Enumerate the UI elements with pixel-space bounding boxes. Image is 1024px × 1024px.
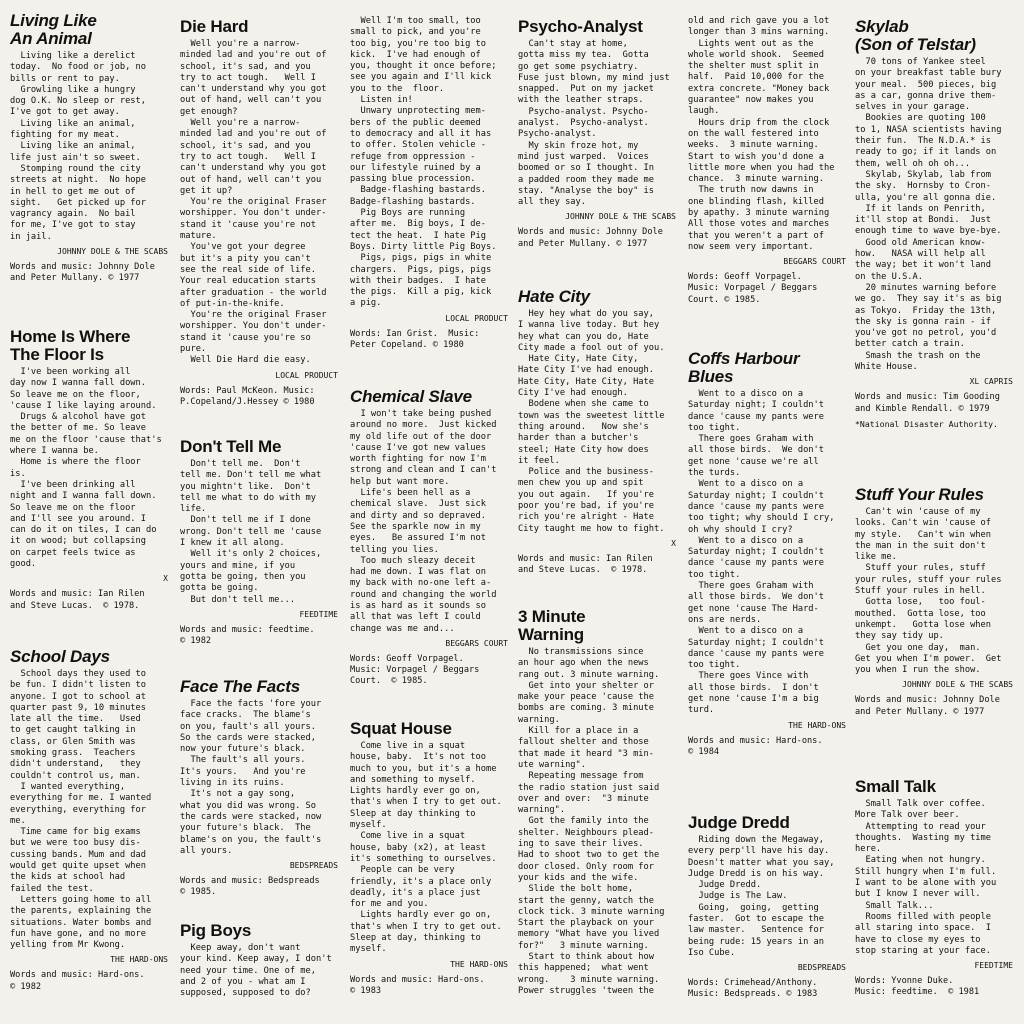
song-title: Living Like An Animal [10, 11, 97, 48]
song-title: Skylab (Son of Telstar) [855, 17, 976, 54]
song-lyrics: School days they used to be fun. I didn't listen to anyone. I got to school at quarter past 9, 10 minutes late all the time. Used to get caught talking in class, or Glen Smith was smoking grass. Teachers didn't understand, they couldn't control us, man. I wanted everything, everything for me. I wanted everything, everything for me. Time came for big exams but we were too busy dis- cussing bands. Mum and dad would get quite upset when the kids at school had failed the test. Letters going home to all the parents, explaining the situations. Water bombs and fun have gone, and no more yelling from Mr Kwong. [10, 669, 152, 951]
song-title: Coffs Harbour Blues [688, 349, 800, 386]
song-home-is-where-the-floor-is [10, 328, 168, 612]
band-name: JOHNNY DOLE & THE SCABS [902, 680, 1013, 690]
song-lyrics: No transmissions since an hour ago when the news rang out. 3 minute warning. Get into your shelter or make your peace 'cause the bombs are coming. 3 minute warning. Kill for a place in a fallout shelter and those that made it heard "3 min- ute warning". Repeating message from the radio station just said over and over: "3 minute warning". Got the family into the shelter. Neighbours plead- ing to save their lives. Had to shoot two to get the door closed. Only room for your kids and the wife. Slide the bolt home, start the genny, watch the clock tick. 3 minute warning Start the playback on your memory "What have you lived for?" 3 minute warning. Start to think about how this happened; what went wrong. 3 minute warning. Power struggles 'tween the [518, 647, 665, 996]
song-title: Small Talk [855, 777, 936, 796]
song-title: 3 Minute Warning [518, 607, 586, 644]
band-name: BEGGARS COURT [783, 257, 846, 267]
song-lyrics: Went to a disco on a Saturday night; I couldn't dance 'cause my pants were too tight. There goes Graham with all those birds. We don't get none 'cause we're all the turds. Went to a disco on a Saturday night; I couldn't dance 'cause my pants were too tight; why should I cry, oh why should I cry? Went to a disco on a Saturday night; I couldn't dance 'cause my pants were too tight. There goes Graham with all those birds. We don't get none 'cause The Hard- ons are nerds. Went to a disco on a Saturday night; I couldn't dance 'cause my pants were too tight. There goes Vince with all those birds. I don't get none 'cause I'm a big turd. [688, 389, 835, 716]
song-lyrics: Face the facts 'fore your face cracks. The blame's on you, fault's all yours. So the cards were stacked, now your future's black. The fault's all yours. It's yours. And you're living in its ruins. It's not a gay song, what you did was wrong. So the cards were stacked, now your future's black. The blame's on you, the fault's all yours. [180, 699, 322, 856]
song-title: Die Hard [180, 17, 249, 36]
song-judge-dredd [688, 814, 846, 1001]
band-name: THE HARD-ONS [788, 720, 846, 730]
band-name: LOCAL PRODUCT [275, 370, 338, 380]
band-name: BEDSPREADS [797, 963, 846, 973]
song-hate-city [518, 288, 676, 576]
band-name: JOHNNY DOLE & THE SCABS [565, 212, 676, 222]
band-name: FEEDTIME [974, 961, 1013, 971]
song-credits: Words: Ian Grist. Music: Peter Copeland. © 1980 [350, 328, 480, 350]
song-lyrics: Riding down the Megaway, every perp'll have his day. Doesn't matter what you say, Judge Dredd is on his way. Judge Dredd. Judge is The Law. Going, going, getting faster. Got to escape the law master. Sentence for being rude: 15 years in an Iso Cube. [688, 835, 835, 958]
song-credits: Words and music: Hard-ons. © 1982 [10, 970, 145, 992]
song-title: Chemical Slave [350, 387, 472, 406]
song-living-like-an-animal [10, 12, 168, 284]
band-name: X [163, 574, 168, 584]
song-credits: Words and music: Bedspreads © 1985. [180, 876, 320, 898]
song-title: Don't Tell Me [180, 437, 282, 456]
song-credits: Words: Yvonne Duke. Music: feedtime. © 1981 [855, 976, 980, 998]
song-credits: Words: Crimehead/Anthony. Music: Bedspreads. © 1983 [688, 978, 818, 1000]
song-die-hard [180, 18, 338, 408]
song-lyrics: Can't win 'cause of my looks. Can't win 'cause of my style. Can't win when the man in the suit don't like me. Stuff your rules, stuff your rules, stuff your rules Stuff your rules in hell. Gotta lose, too foul- mouthed. Gotta lose, too unkempt. Gotta lose when they say tidy up. Get you one day, man. Get you when I'm power. Get you when I run the show. [855, 507, 1002, 676]
song-title: Pig Boys [180, 921, 252, 940]
song-credits: Words and music: feedtime. © 1982 [180, 624, 315, 647]
band-name: BEGGARS COURT [445, 638, 508, 648]
song-credits: Words and music: Hard-ons. © 1983 [350, 974, 485, 996]
song-credits: Words: Geoff Vorpagel. Music: Vorpagel / Beggars Court. © 1985. [350, 653, 480, 687]
song-credits: Words and music: Ian Rilen and Steve Lucas. © 1978. [10, 589, 145, 611]
song-squat-house [350, 720, 508, 997]
song-credits: Words and music: Johnny Dole and Peter Mullany. © 1977 [518, 227, 663, 249]
song-title: Face The Facts [180, 677, 301, 696]
band-name: X [671, 538, 676, 548]
song-face-the-facts [180, 678, 338, 899]
song-pig-boys-continued [350, 16, 508, 351]
band-name: THE HARD-ONS [110, 955, 168, 965]
band-name: THE HARD-ONS [450, 959, 508, 969]
song-chemical-slave [350, 388, 508, 688]
song-title: School Days [10, 647, 110, 666]
band-name: LOCAL PRODUCT [445, 313, 508, 323]
song-lyrics: Don't tell me. Don't tell me. Don't tell me what you mightn't like. Don't tell me what to do with my life. Don't tell me if I done wrong. Don't tell me 'cause I knew it all along. Well it's only 2 choices, yours and mine, if you gotta be going, then you gotta be going. But don't tell me... [180, 459, 322, 605]
song-lyrics: Hey hey what do you say, I wanna live today. But hey hey what can you do, Hate City made a fool out of you. Hate City, Hate City, Hate City I've had enough. Hate City, Hate City, Hate City I've had enough. Bodene when she came to town was the sweetest little thing around. Now she's harder than a butcher's steel; Hate City how does it feel. Police and the business- men chew you up and spit you out again. If you're poor you're bad, if you're rich you're alright - Hate City taught me how to fight. [518, 309, 665, 534]
song-3-minute-warning-continued [688, 16, 846, 306]
song-title: Squat House [350, 719, 452, 738]
song-credits: Words and music: Ian Rilen and Steve Lucas. © 1978. [518, 553, 653, 576]
song-title: Hate City [518, 287, 590, 306]
band-name: JOHNNY DOLE & THE SCABS [57, 247, 168, 257]
song-lyrics: Well I'm too small, too small to pick, and you're too big, you're too big to kick. I've had enough of you, thought it once before; see you again and I'll kick you to the floor. Listen in! Unwary unprotecting mem- bers of the public deemed to democracy and all it has to offer. Stolen vehicle - refuge from oppression - our lifestyle ruined by a passing blue procession. Badge-flashing bastards. Badge-flashing bastards. Pig Boys are running after me. Big boys, I de- tect the heat. I hate Pig Boys. Dirty little Pig Boys. Pigs, pigs, pigs in white chargers. Pigs, pigs, pigs with their badges. I hate the pigs. Kill a pig, kick a pig. [350, 16, 497, 309]
song-title: Stuff Your Rules [855, 485, 984, 504]
song-coffs-harbour-blues [688, 350, 846, 758]
footnote: *National Disaster Authority. [855, 418, 998, 429]
song-title: Judge Dredd [688, 813, 790, 832]
song-credits: Words and music: Hard-ons. © 1984 [688, 735, 823, 757]
song-credits: Words: Paul McKeon. Music: P.Copeland/J.Hessey © 1980 [180, 385, 315, 407]
song-credits: Words and music: Tim Gooding and Kimble Rendall. © 1979 [855, 392, 1000, 414]
song-lyrics: I've been working all day now I wanna fall down. So leave me on the floor, 'cause I like laying around. Drugs & alcohol have got the better of me. So leave me on the floor 'cause that's where I wanna be. Home is where the floor is. I've been drinking all night and I wanna fall down. So leave me on the floor and I'll see you around. I can do it on tiles, I can do it on wood; but collapsing on carpet feels twice as good. [10, 367, 162, 570]
song-lyrics: I won't take being pushed around no more. Just kicked my old life out of the door 'cause I've got new values worth fighting for now I'm strong and clean and I can't help but want more. Life's been hell as a chemical slave. Just sick and dirty and so depraved. See the sparkle now in my eyes. Be assured I'm not telling you lies. Too much sleazy deceit had me down. I was flat on my back with no-one left a- round and changing the world is as hard as it sounds so all that was left I could change was me and... [350, 409, 497, 634]
song-credits: Words and music: Johnny Dole and Peter Mullany. © 1977 [10, 262, 155, 284]
song-school-days [10, 648, 168, 993]
song-lyrics: Can't stay at home, gotta miss my tea. Gotta go get some psychiatry. Fuse just blown, my mind just snapped. Put on my jacket with the leather straps. Psycho-analyst. Psycho- analyst. Psycho-analyst. Psycho-analyst. My skin froze hot, my mind just warped. Voices boomed or so I thought. In a padded room they made me stay. "Analyse the boy" is all they say. [518, 39, 670, 208]
song-small-talk [855, 778, 1013, 999]
song-title: Psycho-Analyst [518, 17, 643, 36]
song-3-minute-warning [518, 608, 676, 997]
song-lyrics: Living like a derelict today. No food or job, no bills or rent to pay. Growling like a hungry dog O.K. No sleep or rest, I've got to get away. Living like an animal, fighting for my meat. Living like an animal, life just ain't so sweet. Stomping round the city streets at night. No hope in hell to get me out of sight. Get picked up for vagrancy again. No bail for me, I've got to stay in jail. [10, 51, 146, 242]
song-stuff-your-rules [855, 486, 1013, 718]
band-name: BEDSPREADS [289, 861, 338, 871]
song-dont-tell-me [180, 438, 338, 647]
song-credits: Words and music: Johnny Dole and Peter Mullany. © 1977 [855, 695, 1000, 717]
band-name: XL CAPRIS [969, 377, 1013, 387]
song-lyrics: Keep away, don't want your kind. Keep away, I don't need your time. One of me, and 2 of you - what am I supposed, supposed to do? [180, 943, 332, 999]
band-name: FEEDTIME [299, 609, 338, 619]
song-lyrics: Small Talk over coffee. More Talk over beer. Attempting to read your thoughts. Wasting my time here. Eating when not hungry. Still hungry when I'm full. I want to be alone with you but I know I never will. Small Talk... Rooms filled with people all staring into space. I have to close my eyes to stop staring at your face. [855, 799, 997, 956]
song-credits: Words: Geoff Vorpagel. Music: Vorpagel / Beggars Court. © 1985. [688, 272, 818, 305]
song-lyrics: 70 tons of Yankee steel on your breakfast table bury your meal. 500 pieces, big as a car, gonna drive them- selves in your garage. Bookies are quoting 100 to 1, NASA scientists having their fun. The N.D.A.* is ready to go; if it lands on them, well oh oh oh... Skylab, Skylab, lab from the sky. Hornsby to Cron- ulla, you're all gonna die. If it lands on Penrith, it'll stop at Bondi. Just enough time to wave bye-bye. Good old American know- how. NASA will help all the way; bet it won't land on the U.S.A. 20 minutes warning before we go. They say it's as big as Tokyo. Friday the 13th, the sky is gonna rain - if you've got no petrol, you'd better catch a train. Smash the trash on the White House. [855, 57, 1002, 373]
song-lyrics: Come live in a squat house, baby. It's not too much to you, but it's a home and something to myself. Lights hardly ever go on, that's when I try to get out. Sleep at day thinking to myself. Come live in a squat house, baby (x2), at least it's something to ourselves. People can be very friendly, it's a place only deadly, it's a place just for me and you. Lights hardly ever go on, that's when I try to get out. Sleep at day, thinking to myself. [350, 741, 502, 955]
song-skylab [855, 18, 1013, 430]
song-lyrics: Well you're a narrow- minded lad and you're out of school, it's sad, and you try to act tough. Well I can't understand why you got out of hand, well can't you get enough? Well you're a narrow- minded lad and you're out of school, it's sad, and you try to act tough. Well I can't understand why you got out of hand, well can't you get it up? You're the original Fraser worshipper. You don't under- stand it 'cause you're not mature. You've got your degree but it's a pity you can't see the real side of life. Your real education starts after graduation - the world of put-in-the-knife. You're the original Fraser worshipper. You don't under- stand it 'cause you're so pure. Well Die Hard die easy. [180, 39, 327, 366]
song-psycho-analyst [518, 18, 676, 250]
song-title: Home Is Where The Floor Is [10, 327, 131, 364]
song-pig-boys [180, 922, 338, 999]
song-lyrics: old and rich gave you a lot longer than 3 mins warning. Lights went out as the whole world shook. Seemed the shelter must split in half. Paid 10,000 for the extra concrete. "Money back guarantee" now makes you laugh. Hours drip from the clock on the wall festered into weeks. 3 minute warning. Start to wish you'd done a little more when you had the chance. 3 minute warning. The truth now dawns in one blinding flash, killed by apathy. 3 minute warning All those votes and marches that you weren't a part of now seem very important. [688, 16, 835, 252]
